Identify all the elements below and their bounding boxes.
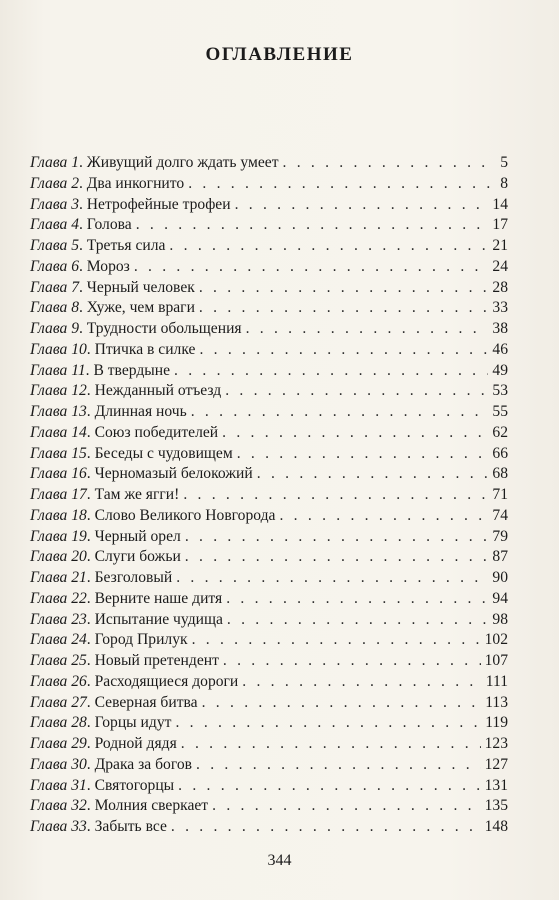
chapter-word: Глава [30, 527, 68, 545]
chapter-word: Глава [30, 735, 68, 752]
chapter-page-number: 107 [484, 652, 508, 669]
chapter-title: Трудности обольщения [86, 320, 242, 337]
chapter-number: 25 [71, 652, 87, 669]
chapter-word: Глава [30, 506, 68, 524]
dot-leader [188, 174, 490, 195]
chapter-title: Нежданный отъезд [94, 382, 222, 400]
chapter-title: Черный человек [86, 278, 195, 296]
chapter-word: Глава [30, 195, 68, 213]
chapter-page-number: 8 [500, 174, 508, 192]
chapter-title: Безголовый [94, 569, 173, 586]
chapter-number: 3 [71, 195, 79, 213]
chapter-page-number: 46 [492, 340, 508, 358]
dot-leader [136, 215, 489, 236]
toc-entry: Глава 16 . Черномазый белокожий . . . 68 [30, 464, 508, 485]
chapter-title: Длинная ночь [94, 403, 187, 420]
dot-leader [202, 693, 482, 714]
chapter-title: Родной дядя [94, 735, 177, 752]
chapter-word: Глава [30, 610, 68, 628]
chapter-word: Глава [30, 714, 68, 732]
chapter-number: 16 [71, 465, 87, 483]
dot-leader [257, 464, 489, 485]
dot-leader [191, 402, 489, 423]
chapter-title: Нетрофейные трофеи [86, 195, 231, 213]
chapter-page-number: 14 [492, 195, 508, 213]
chapter-number: 17 [71, 486, 87, 503]
chapter-number: 6 [71, 257, 79, 275]
chapter-number: 24 [71, 631, 87, 649]
dot-leader [199, 340, 488, 361]
chapter-page-number: 87 [492, 548, 508, 566]
dot-leader [134, 257, 489, 278]
chapter-title: Третья сила [86, 237, 166, 254]
toc-entry: Глава 24 . Город Прилук . . . 102 [30, 630, 508, 651]
chapter-number: 26 [71, 672, 87, 690]
dot-leader [237, 444, 489, 465]
chapter-title: Северная битва [94, 693, 198, 711]
chapter-word: Глава [30, 154, 68, 171]
dot-leader [235, 195, 489, 216]
chapter-title: Черный орел [94, 527, 181, 545]
dot-leader [196, 755, 481, 776]
toc-entry: Глава 13 . Длинная ночь . . . 55 [30, 402, 508, 423]
chapter-page-number: 119 [485, 714, 508, 732]
dot-leader [227, 610, 489, 631]
dot-leader [183, 485, 488, 506]
chapter-title: Мороз [86, 257, 130, 275]
chapter-number: 23 [71, 610, 87, 628]
toc-entry: Глава 7 . Черный человек . . . 28 [30, 278, 508, 299]
dot-leader [171, 817, 481, 838]
chapter-title: Новый претендент [94, 652, 219, 669]
toc-entry: Глава 12 . Нежданный отъезд . . . 53 [30, 381, 508, 402]
chapter-number: 13 [71, 403, 87, 420]
chapter-number: 31 [71, 776, 87, 794]
chapter-page-number: 68 [492, 465, 508, 483]
chapter-word: Глава [30, 755, 68, 773]
toc-entry: Глава 27 . Северная битва . . . 113 [30, 693, 508, 714]
chapter-number: 2 [71, 174, 79, 192]
toc-entry: Глава 9 . Трудности обольщения . . . 38 [30, 319, 508, 340]
toc-entry: Глава 2 . Два инкогнито . . . 8 [30, 174, 508, 195]
chapter-page-number: 90 [492, 569, 508, 586]
chapter-number: 15 [71, 444, 87, 462]
toc-entry: Глава 30 . Драка за богов . . . 127 [30, 755, 508, 776]
chapter-number: 28 [71, 714, 87, 732]
toc-entry: Глава 5 . Третья сила . . . 21 [30, 236, 508, 257]
toc-entry: Глава 15 . Беседы с чудовищем . . . 66 [30, 444, 508, 465]
chapter-number: 10 [71, 340, 87, 358]
toc-entry: Глава 22 . Верните наше дитя . . . 94 [30, 589, 508, 610]
chapter-page-number: 131 [484, 776, 508, 794]
chapter-word: Глава [30, 174, 68, 192]
toc-entry: Глава 19 . Черный орел . . . 79 [30, 527, 508, 548]
chapter-word: Глава [30, 278, 68, 296]
chapter-word: Глава [30, 257, 68, 275]
dot-leader [223, 651, 481, 672]
chapter-page-number: 102 [484, 631, 508, 649]
toc-entry: Глава 3 . Нетрофейные трофеи . . . 14 [30, 195, 508, 216]
chapter-word: Глава [30, 320, 68, 337]
chapter-page-number: 33 [492, 299, 508, 317]
dot-leader [279, 506, 488, 527]
chapter-page-number: 135 [484, 797, 508, 815]
toc-entry: Глава 31 . Святогорцы . . . 131 [30, 776, 508, 797]
chapter-title: Голова [86, 216, 132, 234]
dot-leader [199, 298, 488, 319]
page-title: ОГЛАВЛЕНИЕ [205, 44, 354, 65]
toc-entry: Глава 6 . Мороз . . . 24 [30, 257, 508, 278]
dot-leader [212, 796, 480, 817]
dot-leader [178, 776, 480, 797]
chapter-number: 22 [71, 589, 87, 607]
chapter-title: Расходящиеся дороги [94, 672, 239, 690]
chapter-title: Два инкогнито [86, 174, 185, 192]
chapter-word: Глава [30, 631, 68, 649]
chapter-page-number: 62 [492, 423, 508, 441]
chapter-page-number: 98 [492, 610, 508, 628]
chapter-title: Беседы с чудовищем [94, 444, 233, 462]
chapter-title: Союз победителей [94, 423, 219, 441]
toc-entry: Глава 28 . Горцы идут . . . 119 [30, 713, 508, 734]
chapter-word: Глава [30, 486, 68, 503]
toc-entry: Глава 33 . Забыть все . . . 148 [30, 817, 508, 838]
chapter-title: Там же ягги! [94, 486, 180, 503]
chapter-title: Забыть все [94, 818, 167, 835]
chapter-page-number: 123 [484, 735, 508, 752]
chapter-page-number: 148 [484, 818, 508, 835]
chapter-page-number: 74 [492, 506, 508, 524]
toc-entry: Глава 1 . Живущий долго ждать умеет . . . 5 [30, 153, 508, 174]
chapter-word: Глава [30, 237, 68, 254]
dot-leader [185, 547, 489, 568]
chapter-number: 1 [71, 154, 79, 171]
chapter-number: 7 [71, 278, 79, 296]
toc-entry: Глава 14 . Союз победителей . . . 62 [30, 423, 508, 444]
toc-entry: Глава 25 . Новый претендент . . . 107 [30, 651, 508, 672]
dot-leader [226, 589, 488, 610]
chapter-number: 19 [71, 527, 87, 545]
chapter-number: 32 [71, 797, 87, 815]
chapter-page-number: 71 [492, 486, 508, 503]
chapter-page-number: 113 [485, 693, 508, 711]
chapter-title: Святогорцы [94, 776, 175, 794]
toc-entry: Глава 11 . В твердыне . . . 49 [30, 361, 508, 382]
dot-leader [225, 381, 488, 402]
chapter-word: Глава [30, 589, 68, 607]
dot-leader [246, 319, 489, 340]
page-number: 344 [267, 852, 292, 869]
chapter-word: Глава [30, 340, 68, 358]
chapter-page-number: 55 [492, 403, 508, 420]
toc-entry: Глава 32 . Молния сверкает . . . 135 [30, 796, 508, 817]
chapter-word: Глава [30, 299, 68, 317]
chapter-number: 5 [71, 237, 79, 254]
chapter-word: Глава [30, 444, 68, 462]
chapter-page-number: 24 [492, 257, 508, 275]
chapter-page-number: 94 [492, 589, 508, 607]
chapter-page-number: 127 [484, 755, 508, 773]
dot-leader [185, 527, 489, 548]
toc-entry: Глава 4 . Голова . . . 17 [30, 215, 508, 236]
toc-entry: Глава 23 . Испытание чудища . . . 98 [30, 610, 508, 631]
chapter-title: Молния сверкает [94, 797, 209, 815]
chapter-title: Драка за богов [94, 755, 192, 773]
chapter-title: Живущий долго ждать умеет [86, 154, 279, 171]
chapter-title: Слуги божьи [94, 548, 181, 566]
chapter-word: Глава [30, 382, 68, 400]
chapter-title: Птичка в силке [94, 340, 196, 358]
chapter-title: Горцы идут [94, 714, 172, 732]
chapter-word: Глава [30, 776, 68, 794]
table-of-contents [30, 153, 508, 838]
chapter-word: Глава [30, 361, 68, 379]
chapter-title: Город Прилук [94, 631, 188, 649]
dot-leader [222, 423, 488, 444]
chapter-page-number: 38 [492, 320, 508, 337]
chapter-word: Глава [30, 652, 68, 669]
chapter-page-number: 66 [492, 444, 508, 462]
chapter-word: Глава [30, 403, 68, 420]
chapter-page-number: 49 [492, 361, 508, 379]
toc-entry: Глава 20 . Слуги божьи . . . 87 [30, 547, 508, 568]
chapter-title: Испытание чудища [94, 610, 223, 628]
toc-entry: Глава 29 . Родной дядя . . . 123 [30, 734, 508, 755]
chapter-page-number: 5 [500, 154, 508, 171]
dot-leader [181, 734, 481, 755]
toc-entry: Глава 18 . Слово Великого Новгорода . . . 74 [30, 506, 508, 527]
toc-entry: Глава 10 . Птичка в силке . . . 46 [30, 340, 508, 361]
chapter-word: Глава [30, 465, 68, 483]
chapter-page-number: 21 [492, 237, 508, 254]
chapter-page-number: 17 [492, 216, 508, 234]
chapter-word: Глава [30, 216, 68, 234]
chapter-word: Глава [30, 423, 68, 441]
dot-leader [175, 713, 481, 734]
chapter-number: 11 [71, 361, 86, 379]
toc-entry: Глава 17 . Там же ягги! . . . 71 [30, 485, 508, 506]
chapter-title: Слово Великого Новгорода [94, 506, 276, 524]
chapter-word: Глава [30, 569, 68, 586]
chapter-number: 4 [71, 216, 79, 234]
toc-entry: Глава 26 . Расходящиеся дороги . . . 111 [30, 672, 508, 693]
toc-entry: Глава 8 . Хуже, чем враги . . . 33 [30, 298, 508, 319]
chapter-number: 21 [71, 569, 87, 586]
chapter-word: Глава [30, 672, 68, 690]
chapter-number: 33 [71, 818, 87, 835]
chapter-number: 12 [71, 382, 87, 400]
chapter-number: 9 [71, 320, 79, 337]
dot-leader [176, 568, 488, 589]
chapter-title: В твердыне [93, 361, 171, 379]
chapter-word: Глава [30, 797, 68, 815]
dot-leader [169, 236, 488, 257]
dot-leader [283, 153, 490, 174]
dot-leader [174, 361, 488, 382]
chapter-page-number: 111 [485, 672, 508, 690]
dot-leader [199, 278, 489, 299]
toc-entry: Глава 21 . Безголовый . . . 90 [30, 568, 508, 589]
chapter-number: 18 [71, 506, 87, 524]
chapter-page-number: 53 [492, 382, 508, 400]
chapter-page-number: 28 [492, 278, 508, 296]
chapter-word: Глава [30, 818, 68, 835]
chapter-number: 20 [71, 548, 87, 566]
chapter-number: 8 [71, 299, 79, 317]
chapter-number: 30 [71, 755, 87, 773]
chapter-page-number: 79 [492, 527, 508, 545]
chapter-title: Черномазый белокожий [94, 465, 253, 483]
dot-leader [242, 672, 481, 693]
dot-leader [192, 630, 481, 651]
chapter-title: Верните наше дитя [94, 589, 223, 607]
chapter-number: 29 [71, 735, 87, 752]
chapter-number: 27 [71, 693, 87, 711]
chapter-number: 14 [71, 423, 87, 441]
chapter-word: Глава [30, 693, 68, 711]
chapter-word: Глава [30, 548, 68, 566]
chapter-title: Хуже, чем враги [86, 299, 195, 317]
